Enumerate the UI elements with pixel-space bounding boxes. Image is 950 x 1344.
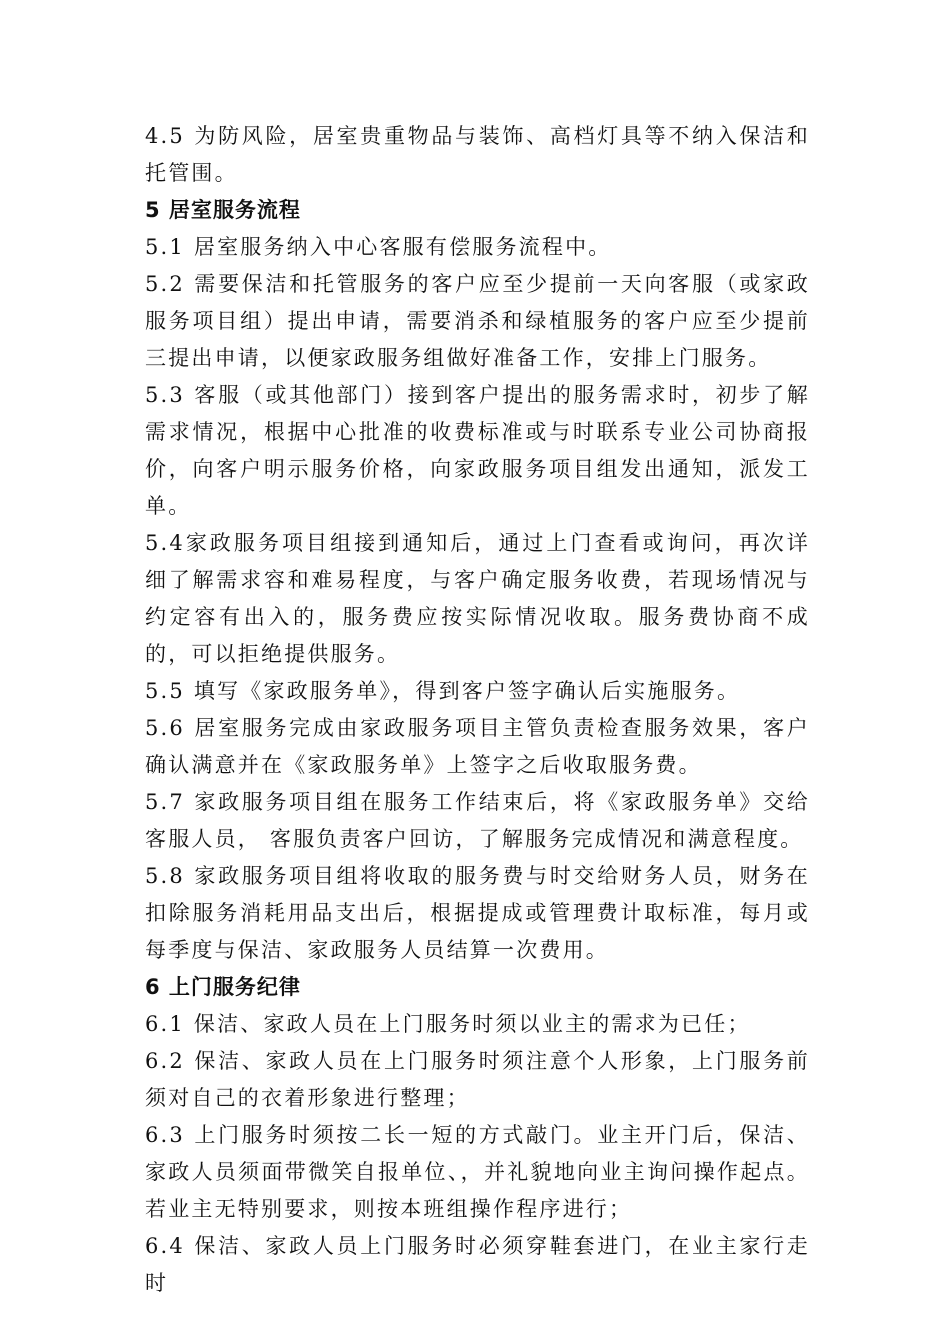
paragraph-5-7: 5.7 家政服务项目组在服务工作结束后，将《家政服务单》交给客服人员， 客服负责客户回访，了解服务完成情况和满意程度。 [145, 790, 810, 851]
paragraph-5-3: 5.3 客服（或其他部门）接到客户提出的服务需求时，初步了解需求情况，根据中心批准的收费标准或与时联系专业公司协商报价，向客户明示服务价格，向家政服务项目组发出通知，派发工单。 [145, 383, 810, 518]
document-body [145, 118, 810, 1302]
paragraph-5-1: 5.1 居室服务纳入中心客服有偿服务流程中。 [145, 235, 612, 259]
paragraph-6-1: 6.1 保洁、家政人员在上门服务时须以业主的需求为已任； [145, 1012, 751, 1036]
paragraph-5-6: 5.6 居室服务完成由家政服务项目主管负责检查服务效果，客户确认满意并在《家政服务单》上签字之后收取服务费。 [145, 716, 810, 777]
paragraph-5-2: 5.2 需要保洁和托管服务的客户应至少提前一天向客服（或家政服务项目组）提出申请，需要消杀和绿植服务的客户应至少提前三提出申请，以便家政服务组做好准备工作，安排上门服务。 [145, 272, 810, 370]
paragraph-5-5: 5.5 填写《家政服务单》，得到客户签字确认后实施服务。 [145, 679, 741, 703]
paragraph-5-8: 5.8 家政服务项目组将收取的服务费与时交给财务人员，财务在扣除服务消耗用品支出后，根据提成或管理费计取标准，每月或每季度与保洁、家政服务人员结算一次费用。 [145, 864, 810, 962]
section-heading-5: 5 居室服务流程 [145, 198, 301, 222]
paragraph-5-4: 5.4家政服务项目组接到通知后，通过上门查看或询问，再次详细了解需求容和难易程度，与客户确定服务收费，若现场情况与约定容有出入的，服务费应按实际情况收取。服务费协商不成的，可以拒绝提供服务。 [145, 531, 810, 666]
paragraph-6-2: 6.2 保洁、家政人员在上门服务时须注意个人形象，上门服务前须对自己的衣着形象进行整理； [145, 1049, 810, 1110]
paragraph-6-4: 6.4 保洁、家政人员上门服务时必须穿鞋套进门，在业主家行走时 [145, 1234, 810, 1295]
paragraph-6-3: 6.3 上门服务时须按二长一短的方式敲门。业主开门后，保洁、家政人员须面带微笑自报单位、，并礼貌地向业主询问操作起点。若业主无特别要求，则按本班组操作程序进行； [145, 1123, 810, 1221]
section-heading-6: 6 上门服务纪律 [145, 975, 301, 999]
paragraph-4-5: 4.5 为防风险，居室贵重物品与装饰、高档灯具等不纳入保洁和托管围。 [145, 124, 810, 185]
